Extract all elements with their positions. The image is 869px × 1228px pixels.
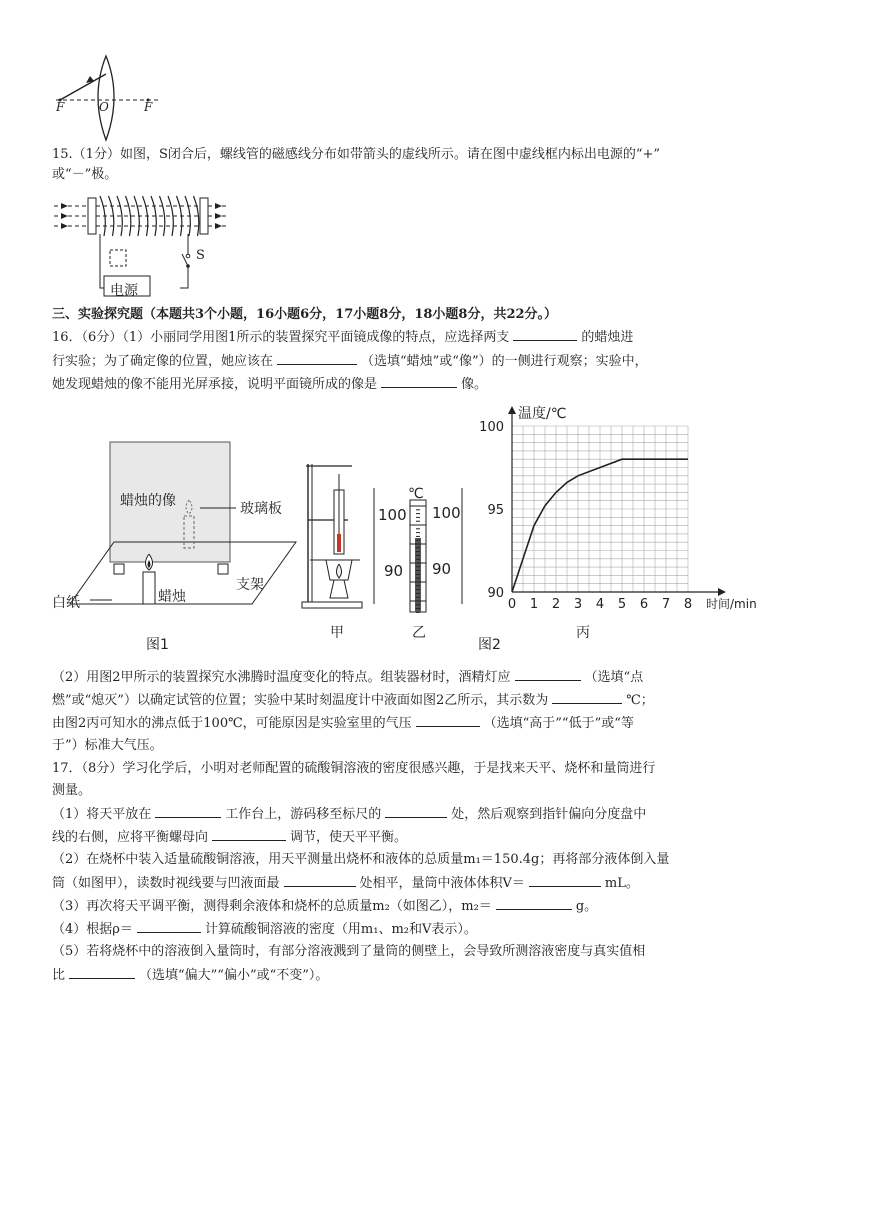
q16b-line4: 于”）标准大气压。 bbox=[52, 738, 163, 753]
q15-line2: 或“－”极。 bbox=[52, 167, 118, 182]
figure-2-temperature-chart bbox=[470, 400, 770, 622]
lens-f-right: F bbox=[144, 100, 153, 114]
q16b-line2: 燃”或“熄灭”）以确定试管的位置；实验中某时刻温度计中液面如图2乙所示，其示数为 ℃； bbox=[52, 693, 654, 708]
fig2-yi-label: 乙 bbox=[412, 625, 426, 641]
x-tick-label: 0 bbox=[507, 597, 517, 612]
q15-line1: 15.（1分）如图，S闭合后，螺线管的磁感线分布如带箭头的虚线所示。请在图中虚线框内标出电源的“+” bbox=[52, 147, 661, 162]
q17-answer-blank-4[interactable] bbox=[284, 874, 356, 887]
x-axis-label: 时间/min bbox=[706, 597, 757, 611]
q17-answer-blank-6[interactable] bbox=[496, 897, 572, 910]
fig1-stand-label: 支架 bbox=[236, 577, 264, 593]
y-tick-label: 95 bbox=[487, 503, 504, 518]
solenoid-diagram bbox=[50, 192, 230, 302]
x-axis-arrow bbox=[718, 588, 726, 596]
fig1-image-label: 蜡烛的像 bbox=[120, 493, 176, 509]
q17-answer-blank-5[interactable] bbox=[529, 874, 601, 887]
fig2-bing-label: 丙 bbox=[576, 625, 590, 641]
q17-line7: （3）再次将天平调平衡，测得剩余液体和烧杯的总质量m₂（如图乙），m₂＝ g。 bbox=[52, 899, 598, 914]
y-axis-arrow bbox=[508, 406, 516, 414]
q17-answer-blank-8[interactable] bbox=[69, 966, 135, 979]
switch-label: S bbox=[196, 248, 205, 263]
fig2-jia-label: 甲 bbox=[330, 625, 344, 641]
fig1-glass-label: 玻璃板 bbox=[240, 501, 282, 517]
q16b-line3: 由图2丙可知水的沸点低于100℃，可能原因是实验室里的气压 （选填“高于”“低于”或“等 bbox=[52, 716, 634, 731]
q17-answer-blank-2[interactable] bbox=[385, 805, 447, 818]
q16-answer-blank-3[interactable] bbox=[381, 375, 457, 388]
q16-line3: 她发现蜡烛的像不能用光屏承接，说明平面镜所成的像是 像。 bbox=[52, 377, 488, 392]
figure-2-apparatus bbox=[300, 460, 370, 610]
q16b-answer-blank-2[interactable] bbox=[552, 691, 622, 704]
q16-line2: 行实验；为了确定像的位置，她应该在 （选填“蜡烛”或“像”）的一侧进行观察；实验中， bbox=[52, 354, 648, 369]
lens-diagram bbox=[50, 52, 170, 144]
q16b-answer-blank-1[interactable] bbox=[515, 668, 581, 681]
q17-line9: （5）若将烧杯中的溶液倒入量筒时，有部分溶液溅到了量筒的侧壁上，会导致所测溶液密度与真实值相 bbox=[52, 944, 646, 959]
q17-answer-blank-7[interactable] bbox=[137, 920, 201, 933]
x-tick-label: 1 bbox=[529, 597, 539, 612]
thermo-100-right: 100 bbox=[432, 504, 461, 522]
q16b-line1: （2）用图2甲所示的装置探究水沸腾时温度变化的特点。组装器材时，酒精灯应 （选填“点 bbox=[52, 670, 644, 685]
y-axis-label: 温度/℃ bbox=[518, 406, 567, 422]
y-tick-label: 100 bbox=[479, 420, 504, 435]
x-tick-label: 5 bbox=[617, 597, 627, 612]
y-tick-label: 90 bbox=[487, 586, 504, 601]
fig1-paper-label: 白纸 bbox=[52, 595, 80, 611]
q17-answer-blank-1[interactable] bbox=[155, 805, 221, 818]
figure-1-mirror bbox=[50, 440, 300, 640]
q17-line4: 线的右侧，应将平衡螺母向 调节，使天平平衡。 bbox=[52, 830, 408, 845]
thermo-90-right: 90 bbox=[432, 560, 452, 578]
x-tick-label: 3 bbox=[573, 597, 583, 612]
q16-answer-blank-1[interactable] bbox=[513, 328, 577, 341]
q16b-answer-blank-3[interactable] bbox=[416, 714, 480, 727]
q17-line6: 筒（如图甲），读数时视线要与凹液面最 处相平，量筒中液体体积V＝ mL。 bbox=[52, 876, 639, 891]
thermo-100-left: 100 bbox=[378, 506, 407, 524]
q16-line1: 16．（6分）（1）小丽同学用图1所示的装置探究平面镜成像的特点，应选择两支 的蜡烛进 bbox=[52, 330, 634, 345]
q17-answer-blank-3[interactable] bbox=[212, 828, 286, 841]
q17-line2: 测量。 bbox=[52, 783, 92, 798]
q17-line10: 比 （选填“偏大”“偏小”或“不变”）。 bbox=[52, 968, 329, 983]
fig2-caption: 图2 bbox=[478, 637, 501, 653]
x-tick-label: 2 bbox=[551, 597, 561, 612]
thermo-90-left: 90 bbox=[384, 562, 404, 580]
x-tick-label: 6 bbox=[639, 597, 649, 612]
x-tick-label: 8 bbox=[683, 597, 693, 612]
q17-line3: （1）将天平放在 工作台上，游码移至标尺的 处，然后观察到指针偏向分度盘中 bbox=[52, 807, 647, 822]
lens-o: O bbox=[99, 100, 109, 114]
power-label: 电源 bbox=[110, 283, 138, 299]
lens-f-left: F bbox=[56, 100, 65, 114]
section-3-heading: 三、实验探究题（本题共3个小题，16小题6分，17小题8分，18小题8分，共22分。） bbox=[52, 307, 558, 322]
q17-line1: 17．（8分）学习化学后，小明对老师配置的硫酸铜溶液的密度很感兴趣，于是找来天平、烧杯和量筒进行 bbox=[52, 761, 656, 776]
q16-answer-blank-2[interactable] bbox=[277, 352, 357, 365]
fig1-candle-label: 蜡烛 bbox=[158, 589, 186, 605]
x-tick-label: 4 bbox=[595, 597, 605, 612]
fig1-caption: 图1 bbox=[146, 637, 169, 653]
thermo-unit: ℃ bbox=[408, 486, 424, 502]
x-tick-label: 7 bbox=[661, 597, 671, 612]
q17-line5: （2）在烧杯中装入适量硫酸铜溶液，用天平测量出烧杯和液体的总质量m₁＝150.4g；再将部分液体倒入量 bbox=[52, 852, 670, 867]
q17-line8: （4）根据ρ＝ 计算硫酸铜溶液的密度（用m₁、m₂和V表示）。 bbox=[52, 922, 477, 937]
